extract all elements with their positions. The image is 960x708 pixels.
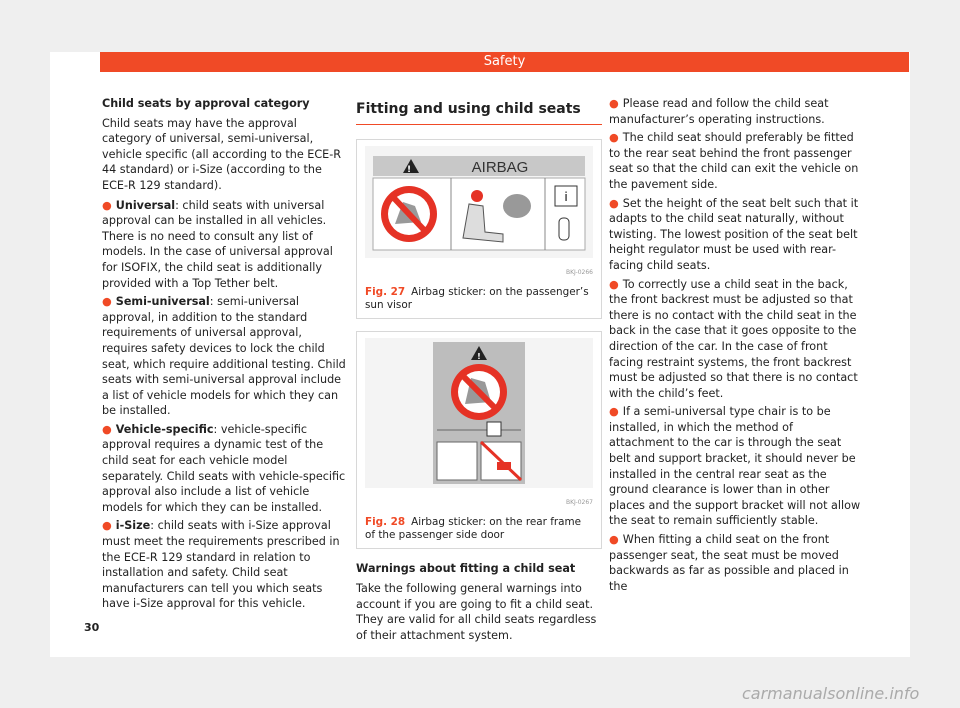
- bullet-icon: ●: [609, 405, 619, 419]
- figure-caption: Fig. 28 Airbag sticker: on the rear frame of the passenger side door: [365, 516, 582, 542]
- bullet-icon: ●: [102, 295, 112, 309]
- list-item: ● To correctly use a child seat in the back, the front backrest must be adjusted so that there is no contact with the child seat in the back in the case that it goes opposite to the direction of the car. In the case of front facing restraint systems, the front backrest must be adjusted so that there is no contact with the child’s feet.: [609, 277, 858, 400]
- watermark: carmanualsonline.info: [742, 684, 920, 703]
- list-item: ● The child seat should preferably be fitted to the rear seat behind the front passenger seat so that the child can exit the vehicle on the pavement side.: [609, 131, 859, 191]
- figure-caption: Fig. 27 Airbag sticker: on the passenger’s sun visor: [365, 286, 589, 312]
- airbag-door-sticker-image: [365, 338, 593, 488]
- list-item: ● Vehicle-specific: vehicle-specific approval requires a dynamic test of the child seat for each vehicle model separately. Child seats with vehicle-specific approval also include a list of vehicle models for which they can be installed.: [102, 422, 346, 514]
- middle-column: [356, 100, 602, 647]
- manual-page: [50, 52, 910, 657]
- figure-27: [356, 139, 602, 319]
- figure-28: [356, 331, 602, 549]
- fitting-title: Fitting and using child seats: [356, 100, 602, 125]
- warnings-heading: Warnings about fitting a child seat: [356, 562, 576, 576]
- page-number: 30: [84, 621, 100, 634]
- figure-code: BKJ-0267: [565, 498, 593, 506]
- bullet-icon: ●: [609, 277, 619, 291]
- list-item: ● When fitting a child seat on the front passenger seat, the seat must be moved backwards as far as possible and placed in the: [609, 533, 849, 593]
- bullet-icon: ●: [609, 131, 619, 145]
- bullet-icon: ●: [102, 422, 112, 436]
- bullet-icon: ●: [609, 533, 619, 547]
- section-header: [100, 52, 909, 72]
- svg-text:!: !: [477, 352, 481, 362]
- list-item: ● Semi-universal: semi-universal approval, in addition to the standard requirements of universal approval, requires safety devices to lock the child seat, which require additional testing. Child seats with semi-universal approval include a list of vehicle models for which they can be installed.: [102, 295, 346, 418]
- bullet-icon: ●: [102, 198, 112, 212]
- figure-code: BKJ-0266: [565, 268, 593, 276]
- bullet-icon: ●: [102, 519, 112, 533]
- svg-text:AIRBAG: AIRBAG: [471, 159, 529, 176]
- list-item: ● Please read and follow the child seat manufacturer’s operating instructions.: [609, 97, 829, 126]
- warnings-text: Take the following general warnings into account if you are going to fit a child seat. They are valid for all child seats regardless of their attachment system.: [356, 581, 597, 642]
- svg-text:i: i: [564, 190, 568, 204]
- bullet-icon: ●: [609, 97, 619, 110]
- category-intro: Child seats may have the approval category of universal, semi-universal, vehicle specific (all according to the ECE-R 44 standard) or i-Size (according to the ECE-R 129 standard).: [102, 116, 342, 192]
- right-column: [609, 96, 861, 597]
- category-heading: Child seats by approval category: [102, 97, 310, 110]
- airbag-sunvisor-sticker-image: [365, 146, 593, 258]
- section-title-text: Safety: [483, 54, 526, 69]
- left-column: [102, 96, 348, 615]
- list-item: ● Set the height of the seat belt such that it adapts to the child seat naturally, without twisting. The lowest position of the seat belt height regulator must be used with rear-facing child seats.: [609, 196, 859, 272]
- list-item: ● If a semi-universal type chair is to be installed, in which the method of attachment to the car is through the seat belt and support bracket, it should never be installed in the central rear seat as the ground clearance is lower than in other places and the support bracket will not allow the seat to remain sufficiently stable.: [609, 405, 861, 528]
- svg-text:!: !: [406, 165, 412, 175]
- bullet-icon: ●: [609, 196, 619, 210]
- list-item: ● Universal: child seats with universal approval can be installed in all vehicles. There is no need to consult any list of models. In the case of universal approval for ISOFIX, the child seat is additionally provided with a Top Tether belt.: [102, 198, 333, 290]
- list-item: ● i-Size: child seats with i-Size approval must meet the requirements prescribed in the ECE-R 129 standard in relation to installation and safety. Child seat manufacturers can tell you which seats have i-Size approval for this vehicle.: [102, 519, 340, 611]
